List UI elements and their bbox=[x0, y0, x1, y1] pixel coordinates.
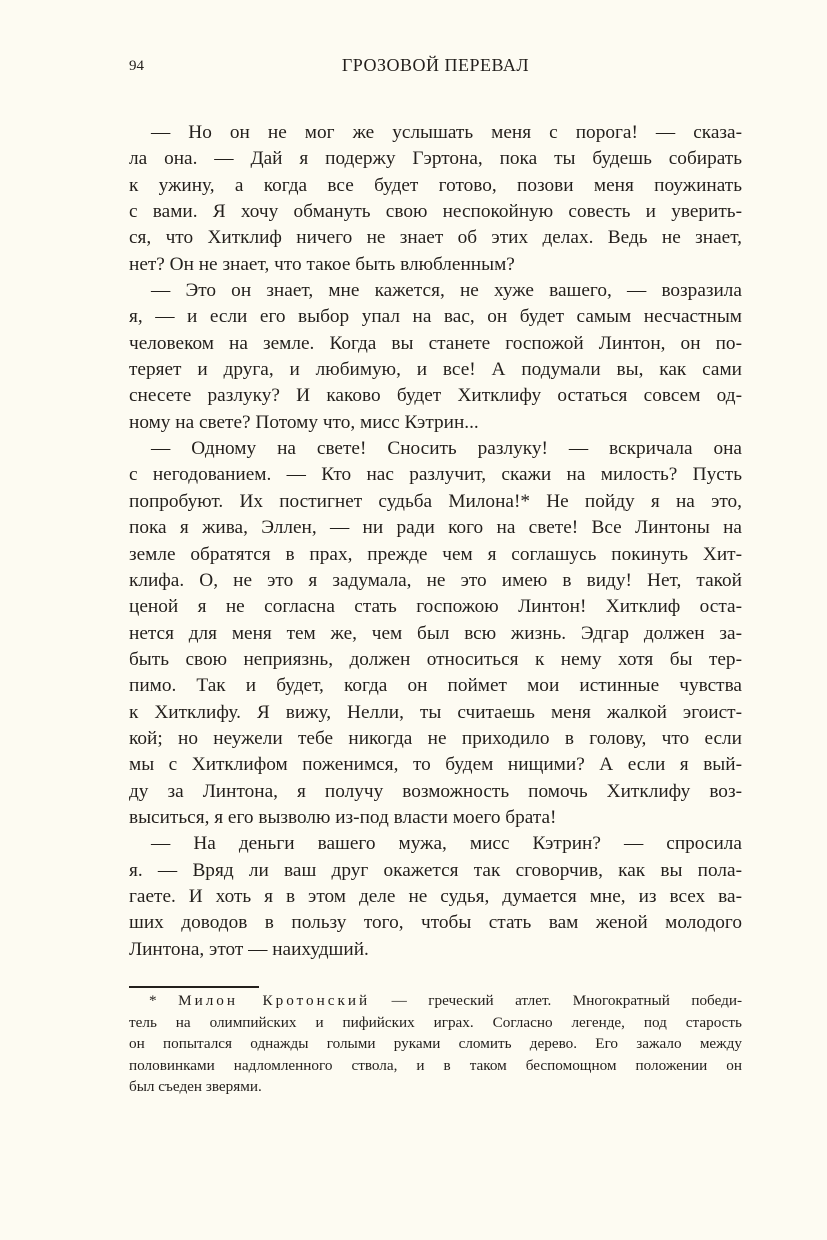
text-line: клифа. О, не это я задумала, не это имею в виду! Нет, такой bbox=[129, 569, 742, 591]
text-line: ла она. — Дай я подержу Гэртона, пока ты будешь собирать bbox=[129, 148, 742, 170]
footnote-line bbox=[129, 990, 742, 1012]
text-line: гаете. И хоть я в этом деле не судья, думается мне, из всех ва- bbox=[129, 885, 742, 907]
footnote-term: Милон Кротонский bbox=[178, 992, 371, 1009]
text-line: пимо. Так и будет, когда он поймет мои истинные чувства bbox=[129, 675, 742, 697]
text-line: ших доводов в пользу того, чтобы стать вам женой молодого bbox=[129, 912, 742, 934]
text-line: — На деньги вашего мужа, мисс Кэтрин? — спросила bbox=[151, 833, 742, 855]
text-line: — Но он не мог же услышать меня с порога! — сказа- bbox=[151, 122, 742, 143]
footnote-line: половинками надломленного ствола, и в таком беспомощном положении он bbox=[129, 1056, 742, 1074]
text-line: Линтона, этот — наихудший. bbox=[129, 938, 369, 960]
text-line: с негодованием. — Кто нас разлучит, скажи на милость? Пусть bbox=[129, 464, 742, 486]
text-line: земле обратятся в прах, прежде чем я соглашусь покинуть Хит- bbox=[129, 543, 742, 565]
text-line: кой; но неужели тебе никогда не приходило в голову, что если bbox=[129, 727, 742, 749]
text-line: выситься, я его вызволю из-под власти моего брата! bbox=[129, 806, 557, 828]
text-line: ся, что Хитклиф ничего не знает об этих делах. Ведь не знает, bbox=[129, 227, 742, 249]
footnote-marker: * bbox=[149, 992, 157, 1009]
text-line: я. — Вряд ли ваш друг окажется так сговорчив, как вы пола- bbox=[129, 859, 742, 881]
text-line: ценой я не согласна стать госпожою Линтон! Хитклиф оста- bbox=[129, 596, 742, 618]
footnote-line: он попытался однажды голыми руками сломить дерево. Его зажало между bbox=[129, 1035, 742, 1052]
footnote-line: был съеден зверями. bbox=[129, 1078, 262, 1095]
text-line: к Хитклифу. Я вижу, Нелли, ты считаешь меня жалкой эгоист- bbox=[129, 701, 742, 723]
text-line: нется для меня тем же, чем был всю жизнь. Эдгар должен за- bbox=[129, 622, 742, 644]
text-line: ному на свете? Потому что, мисс Кэтрин... bbox=[129, 411, 479, 433]
footnote-text: — греческий атлет. Многократный победи- bbox=[391, 992, 743, 1009]
text-line: к ужину, а когда все будет готово, позови меня поужинать bbox=[129, 174, 742, 196]
footnote-divider bbox=[129, 986, 259, 988]
running-title: ГРОЗОВОЙ ПЕРЕВАЛ bbox=[341, 55, 530, 75]
text-line: быть свою неприязнь, должен относиться к нему хотя бы тер- bbox=[129, 648, 742, 670]
text-line: нет? Он не знает, что такое быть влюбленным? bbox=[129, 253, 515, 275]
page-number: 94 bbox=[129, 58, 144, 74]
text-line: попробуют. Их постигнет судьба Милона!* Не пойду я на это, bbox=[129, 490, 742, 512]
text-line: теряет и друга, и любимую, и все! А подумали вы, как сами bbox=[129, 359, 742, 381]
text-line: человеком на земле. Когда вы станете госпожой Линтон, он по- bbox=[129, 332, 742, 354]
text-line: я, — и если его выбор упал на вас, он будет самым несчастным bbox=[129, 306, 742, 328]
text-line: снесете разлуку? И каково будет Хитклифу остаться совсем од- bbox=[129, 385, 742, 407]
text-line: ду за Линтона, я получу возможность помочь Хитклифу воз- bbox=[129, 780, 742, 802]
footnote-line: тель на олимпийских и пифийских играх. Согласно легенде, под старость bbox=[129, 1013, 742, 1031]
text-line: — Одному на свете! Сносить разлуку! — вскричала она bbox=[151, 438, 742, 460]
text-line: — Это он знает, мне кажется, не хуже вашего, — возразила bbox=[151, 280, 742, 302]
footnote bbox=[129, 990, 742, 1098]
body-text bbox=[129, 120, 742, 963]
text-line: с вами. Я хочу обмануть свою неспокойную совесть и уверить- bbox=[129, 201, 742, 223]
text-line: пока я жива, Эллен, — ни ради кого на свете! Все Линтоны на bbox=[129, 517, 742, 539]
text-line: мы с Хитклифом поженимся, то будем нищими? А если я вый- bbox=[129, 754, 742, 776]
